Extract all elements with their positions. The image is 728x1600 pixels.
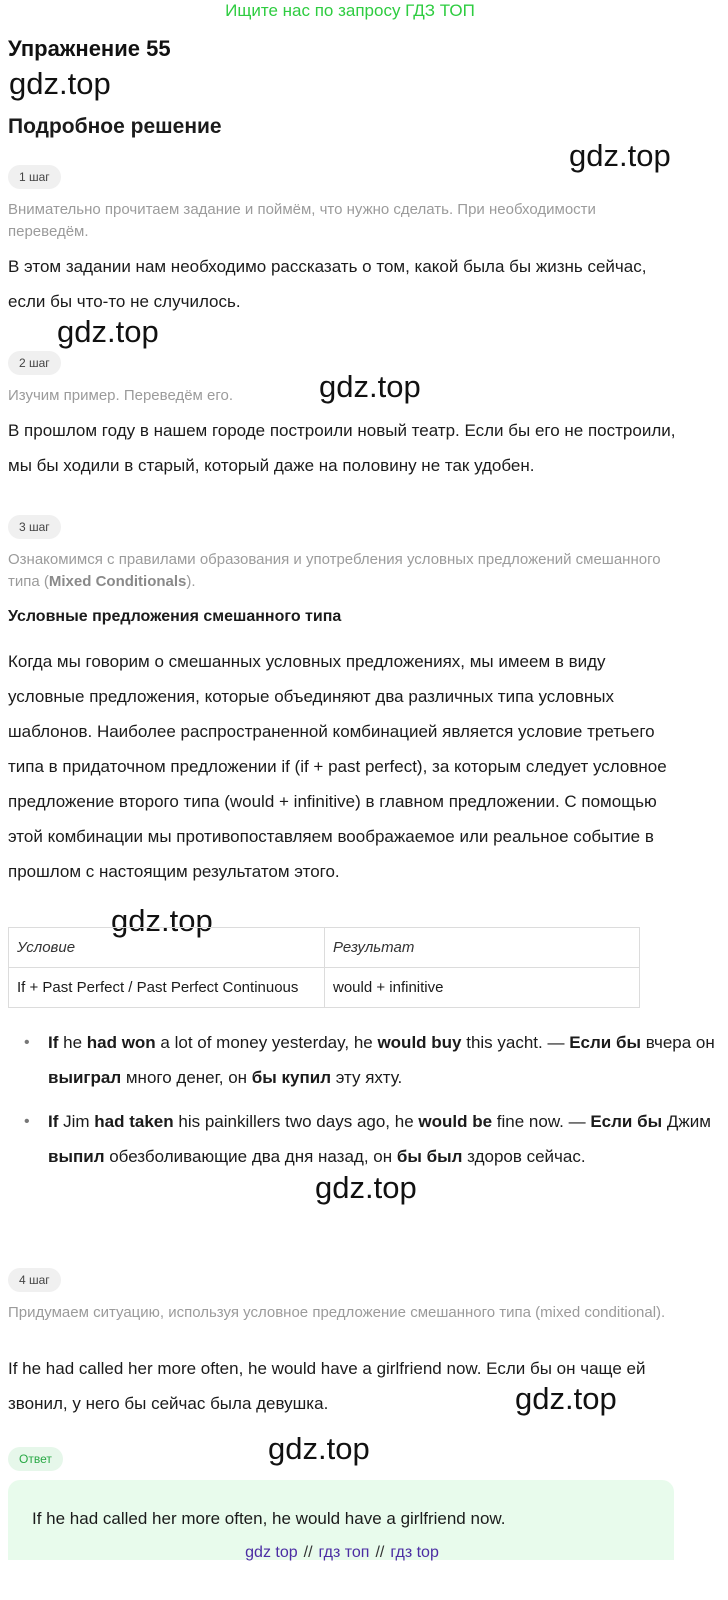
text-fragment: здоров сейчас. bbox=[462, 1147, 586, 1166]
step-badge: 2 шаг bbox=[8, 351, 61, 375]
bold-fragment: had taken bbox=[94, 1112, 174, 1131]
bold-fragment: would buy bbox=[377, 1033, 462, 1052]
list-item bbox=[24, 1025, 728, 1095]
examples-list bbox=[0, 1025, 728, 1183]
step-text: Когда мы говорим о смешанных условных предложениях, мы имеем в виду условные предложения, которые объединяют два различных типа условных шаблонов. Наиболее распространенной комбинацией является условие третьего типа в придаточном предложении if (if + past perfect), за которым следует условное предложение второго типа (would + infinitive) в главном предложении. С помощью этой комбинации мы противопоставляем воображаемое или реальное событие в прошлом с настоящим результатом этого. bbox=[8, 652, 667, 881]
mixed-conditionals-term: Mixed Conditionals bbox=[48, 573, 187, 590]
bold-fragment: If bbox=[48, 1033, 59, 1052]
footer-link[interactable]: gdz top bbox=[245, 1544, 298, 1561]
text-fragment: обезболивающие два дня назад, он bbox=[104, 1147, 397, 1166]
watermark: gdz.top bbox=[268, 1431, 370, 1466]
text-fragment: a lot of money yesterday, he bbox=[155, 1033, 378, 1052]
bold-fragment: Если бы bbox=[590, 1112, 663, 1131]
example-sentence bbox=[48, 1033, 715, 1087]
exercise-title: Упражнение 55 bbox=[8, 36, 171, 61]
table-header-row bbox=[9, 928, 640, 968]
step-text: If he had called her more often, he would have a girlfriend now. Если бы он чаще ей звонил, у него бы сейчас была девушка. bbox=[8, 1359, 646, 1413]
bold-fragment: Если бы bbox=[569, 1033, 641, 1052]
step-text: В этом задании нам необходимо рассказать о том, какой была бы жизнь сейчас, если бы что-то не случилось. bbox=[8, 257, 647, 311]
search-banner[interactable]: Ищите нас по запросу ГДЗ ТОП bbox=[225, 1, 475, 20]
watermark: gdz.top bbox=[9, 66, 111, 101]
text-fragment: эту яхту. bbox=[331, 1068, 403, 1087]
text-fragment: вчера он bbox=[641, 1033, 715, 1052]
bold-fragment: had won bbox=[86, 1033, 156, 1052]
bullet-icon: • bbox=[24, 1034, 30, 1051]
step-badge: 3 шаг bbox=[8, 515, 61, 539]
table-header-cell: Условие bbox=[9, 928, 325, 968]
solution-title: Подробное решение bbox=[8, 115, 222, 138]
table-cell: would + infinitive bbox=[325, 968, 640, 1008]
bold-fragment: If bbox=[48, 1112, 59, 1131]
text-fragment: fine now. — bbox=[492, 1112, 591, 1131]
text-fragment: много денег, он bbox=[121, 1068, 252, 1087]
text-fragment: his painkillers two days ago, he bbox=[173, 1112, 419, 1131]
footer-link[interactable]: гдз топ bbox=[318, 1544, 370, 1561]
bold-fragment: бы купил bbox=[251, 1068, 331, 1087]
footer-link[interactable]: гдз top bbox=[390, 1544, 439, 1561]
footer-separator: // bbox=[375, 1544, 385, 1561]
watermark: gdz.top bbox=[515, 1381, 617, 1416]
watermark: gdz.top bbox=[315, 1170, 417, 1205]
watermark: gdz.top bbox=[57, 314, 159, 349]
table-row bbox=[9, 968, 640, 1008]
step-hint: Придумаем ситуацию, используя условное предложение смешанного типа (mixed conditional). bbox=[8, 1304, 666, 1321]
watermark: gdz.top bbox=[569, 138, 671, 173]
bold-fragment: would be bbox=[418, 1112, 493, 1131]
text-fragment: he bbox=[58, 1033, 87, 1052]
watermark: gdz.top bbox=[111, 903, 213, 938]
bold-fragment: выпил bbox=[48, 1147, 105, 1166]
answer-text: If he had called her more often, he would have a girlfriend now. bbox=[32, 1509, 506, 1528]
table-cell: If + Past Perfect / Past Perfect Continuous bbox=[9, 968, 325, 1008]
step-hint: Ознакомимся с правилами образования и употребления условных предложений смешанного типа (Mixed Conditionals). bbox=[8, 551, 661, 590]
step-badge: 1 шаг bbox=[8, 165, 61, 189]
watermark: gdz.top bbox=[319, 369, 421, 404]
rules-table bbox=[8, 927, 640, 1008]
step-text: В прошлом году в нашем городе построили новый театр. Если бы его не построили, мы бы ходили в старый, который даже на половину не так удобен. bbox=[8, 421, 676, 475]
list-item bbox=[24, 1104, 728, 1174]
footer-links bbox=[0, 1544, 684, 1562]
footer-separator: // bbox=[303, 1544, 313, 1561]
text-fragment: this yacht. — bbox=[461, 1033, 570, 1052]
step-hint: Изучим пример. Переведём его. bbox=[8, 387, 234, 404]
bold-fragment: бы был bbox=[396, 1147, 463, 1166]
text-fragment: Джим bbox=[662, 1112, 711, 1131]
example-sentence bbox=[48, 1112, 711, 1166]
bold-fragment: выиграл bbox=[48, 1068, 122, 1087]
table-header-cell: Результат bbox=[325, 928, 640, 968]
step-badge: 4 шаг bbox=[8, 1268, 61, 1292]
step-hint: Внимательно прочитаем задание и поймём, что нужно сделать. При необходимости переведём. bbox=[8, 201, 596, 240]
bullet-icon: • bbox=[24, 1113, 30, 1130]
text-fragment: Jim bbox=[58, 1112, 95, 1131]
section-subtitle: Условные предложения смешанного типа bbox=[8, 608, 342, 625]
answer-badge: Ответ bbox=[8, 1447, 63, 1471]
